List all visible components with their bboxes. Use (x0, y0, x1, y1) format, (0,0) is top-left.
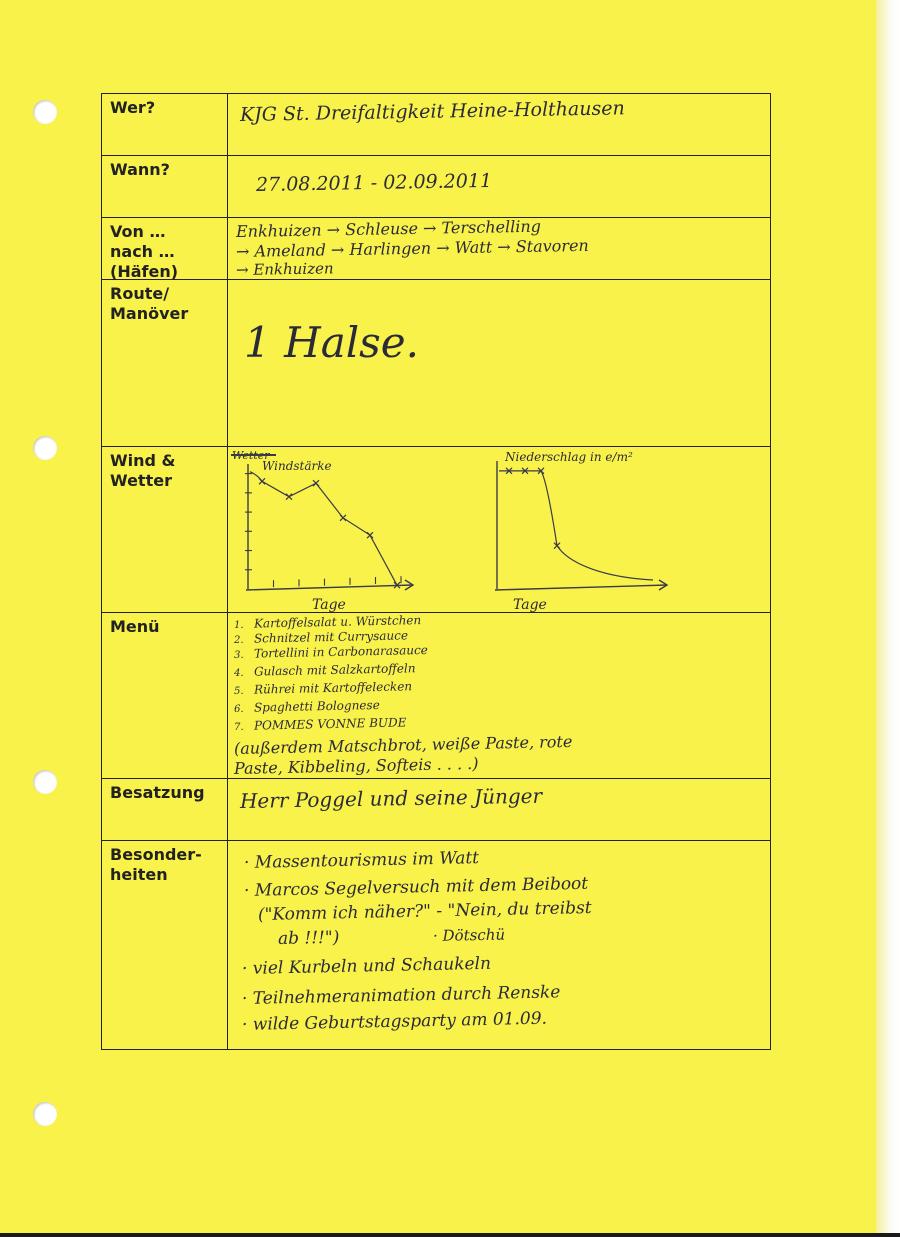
harbour-line: Enkhuizen → Schleuse → Terschelling (235, 216, 542, 241)
menu-item-text: Schnitzel mit Currysauce (253, 628, 409, 646)
harbour-line: → Enkhuizen (235, 259, 334, 279)
menu-item-text: Tortellini in Carbonarasauce (253, 642, 428, 661)
data-point (367, 532, 373, 538)
rain-series-line (499, 471, 653, 580)
wind-series-line (250, 472, 397, 585)
data-point (286, 494, 292, 500)
harbour-line: → Ameland → Harlingen → Watt → Stavoren (235, 235, 589, 261)
menu-item-text: POMMES VONNE BUDE (253, 715, 407, 733)
menu-item-text: Kartoffelsalat u. Würstchen (253, 613, 422, 631)
row-besatzung (102, 778, 770, 841)
rain-chart-title: Niederschlag in e/m² (505, 450, 633, 464)
rain-chart-xlabel: Tage (513, 597, 547, 613)
wind-chart-struck-title: Wetter (232, 449, 270, 462)
menu-item-number: 3. (233, 649, 244, 661)
notes-list (228, 841, 770, 1050)
menu-item-text: Spaghetti Bolognese (253, 697, 380, 715)
menu-item (234, 643, 428, 661)
row-label: Wind & Wetter (110, 451, 176, 490)
row-wann (102, 155, 770, 218)
menu-item-number: 1. (233, 619, 244, 631)
row-label: Von … nach … (Häfen) (110, 222, 179, 281)
row-label: Besatzung (110, 783, 205, 802)
row-menu (102, 612, 770, 779)
data-point (259, 478, 265, 484)
who-value: KJG St. Dreifaltigkeit Heine-Holthausen (239, 97, 625, 126)
note-item: · Dötschü (432, 925, 506, 945)
logbook-form (101, 93, 771, 1050)
menu-item-number: 5. (233, 685, 244, 697)
punch-hole (33, 100, 57, 124)
menu-item-number: 4. (233, 667, 244, 679)
menu-extra: Paste, Kibbeling, Softeis . . . .) (233, 753, 479, 778)
punch-hole (33, 436, 57, 460)
note-item: · viel Kurbeln und Schaukeln (241, 953, 492, 979)
wind-chart-xlabel: Tage (312, 597, 346, 613)
menu-item (234, 679, 412, 697)
x-axis (495, 585, 667, 590)
row-wetter (102, 446, 770, 613)
note-item: · Marcos Segelversuch mit dem Beiboot (243, 873, 589, 901)
menu-item-text: Gulasch mit Salzkartoffeln (253, 661, 416, 679)
note-item: · Teilnehmeranimation durch Renske (241, 982, 561, 1009)
date-value: 27.08.2011 - 02.09.2011 (255, 169, 493, 196)
menu-item-number: 6. (233, 703, 244, 715)
row-wer (102, 94, 770, 155)
row-label: Wer? (110, 98, 156, 117)
menu-item (234, 698, 380, 715)
menu-list (228, 613, 770, 779)
menu-extra: (außerdem Matschbrot, weiße Paste, rote (233, 731, 573, 758)
paper-edge (876, 0, 900, 1237)
row-label: Wann? (110, 160, 170, 179)
scan-edge (0, 1233, 900, 1237)
row-label: Besonder- heiten (110, 845, 202, 884)
note-item: ab !!!") (277, 927, 340, 949)
note-item: · wilde Geburtstagsparty am 01.09. (241, 1008, 548, 1035)
data-point (313, 480, 319, 486)
manoeuvre-value: 1 Halse. (244, 318, 419, 367)
rain-chart (483, 447, 743, 613)
row-route (102, 279, 770, 447)
data-point (340, 515, 346, 521)
wind-chart-title: Windstärke (262, 459, 332, 473)
note-item: ("Komm ich näher?" - "Nein, du treibst (257, 898, 592, 925)
menu-item (234, 661, 416, 679)
punch-hole (33, 770, 57, 794)
wind-chart (228, 447, 428, 613)
menu-item-number: 7. (233, 721, 244, 733)
row-label: Route/ Manöver (110, 284, 189, 323)
menu-item-number: 2. (233, 634, 244, 646)
punch-hole (33, 1102, 57, 1126)
x-axis (246, 585, 413, 590)
row-label: Menü (110, 617, 160, 636)
menu-item-text: Rührei mit Kartoffelecken (253, 679, 413, 697)
crew-value: Herr Poggel und seine Jünger (239, 783, 543, 813)
menu-item (234, 715, 407, 733)
row-haefen (102, 217, 770, 280)
note-item: · Massentourismus im Watt (243, 848, 480, 873)
row-besonderheiten (102, 840, 770, 1050)
